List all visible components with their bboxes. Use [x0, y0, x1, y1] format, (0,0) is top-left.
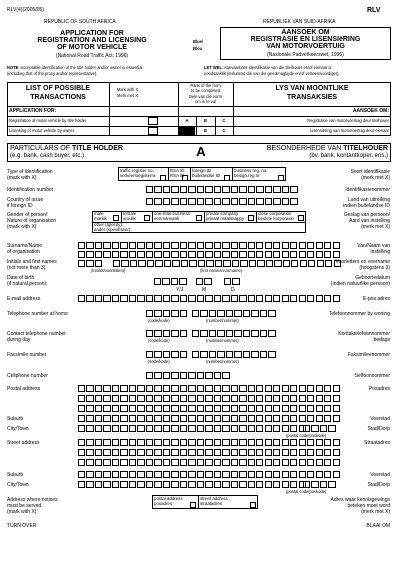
country-label-en-2: if foreign ID	[7, 203, 33, 209]
parts-line3: Dele van die vorm	[189, 94, 222, 99]
tel-home-number-sub: (number/nommer)	[206, 318, 239, 323]
country-label-af-1: Land van uitreiking	[348, 197, 390, 203]
row2-part-a-shaded	[179, 127, 195, 135]
initials-label-en-1: Initials and first names	[7, 259, 57, 265]
fax-number-input[interactable]	[192, 351, 277, 358]
id-type-rsa: RSA ID RSA ID	[170, 168, 185, 178]
dob-y-label: Y/J	[176, 287, 184, 293]
first-names-input[interactable]	[113, 260, 342, 267]
transactions-title-en-2: TRANSACTIONS	[30, 94, 86, 101]
section-a-sub-en: (e.g. bank, cash buyer, etc.)	[10, 153, 85, 159]
note-en-line2: (including that of the proxy and/or representative).	[7, 71, 98, 76]
section-a-label-en: PARTICULARS OF TITLE HOLDER	[10, 145, 123, 152]
note-af-line2: noodsaaklik (insluitend dié van die gevolmagtigde en/of verteenwoordiger).	[204, 71, 340, 76]
gender-label-en-3: (mark with X)	[7, 224, 37, 230]
tel-home-label-en: Telephone number at home	[7, 311, 68, 317]
contact-number-sub: (number/nommer)	[206, 338, 239, 343]
surname-label-af-2: instelling	[370, 249, 390, 255]
initials-label-en-2: (not more than 3)	[7, 265, 46, 271]
fax-label-en: Facsimile number	[7, 352, 47, 358]
initials-input[interactable]	[78, 260, 103, 267]
country-of-issue-input[interactable]	[146, 198, 299, 205]
title-af-line2: REGISTRASIE EN LISENSIëRING	[250, 36, 361, 43]
act-en: (National Road Traffic Act, 1996)	[55, 53, 129, 59]
title-af-line1: AANSOEK OM	[281, 29, 330, 36]
notice-postal: postal address posadres	[154, 496, 183, 506]
id-type-business: business reg. no. besigh.reg.nr.	[234, 168, 268, 178]
surname-label-en-2: of organisation	[7, 249, 40, 255]
type-id-label-en-2: (mark with X)	[7, 175, 37, 181]
initials-sub: (initials/voorletters)	[91, 268, 126, 273]
dob-label-af-1: Geboortedatum	[355, 275, 390, 281]
type-id-label-af-2: (merk met X)	[361, 175, 390, 181]
row1-part-c: C	[222, 118, 226, 123]
gender-label-af-3: (merk met X)	[361, 224, 390, 230]
street-suburb-label-en: Suburb	[7, 472, 24, 478]
row2-mark-box[interactable]	[148, 127, 158, 135]
row2-en: Licensing of motor vehicle by owner	[9, 128, 75, 133]
nature-close-corporation: close corporation beslote korporasie	[258, 211, 294, 221]
email-label-af: E-pos adres	[363, 296, 390, 302]
street-address-row2[interactable]	[78, 449, 341, 456]
postal-suburb-label-af: Voorstad	[370, 416, 390, 422]
nature-private-company: private company privaat maatskappy	[206, 211, 245, 221]
dob-year-input[interactable]	[154, 278, 188, 285]
apply-en: APPLICATION FOR:	[9, 108, 57, 114]
postal-city-input[interactable]	[78, 425, 307, 432]
id-type-foreign-check[interactable]	[224, 175, 230, 181]
identification-number-input[interactable]	[146, 186, 299, 193]
title-en-line1: APPLICATION FOR	[60, 30, 124, 37]
row2-af: Lisensiëring van motor/oertuig deur eienaar	[310, 128, 389, 133]
idnum-label-en: Identification number	[7, 187, 54, 193]
row2-part-c: C	[222, 128, 226, 133]
type-id-label-en-1: Type of identification	[7, 169, 53, 175]
note-af-line1: LET WEL: Aanvaarbare identifikasie van die titelhouer en/of eienaar is	[204, 65, 332, 70]
notices-label-af-3: (merk met X)	[361, 509, 390, 515]
street-postal-code-input[interactable]	[303, 481, 337, 488]
transactions-title-af-2: TRANSAKSIES	[286, 94, 338, 101]
street-city-input[interactable]	[78, 481, 307, 488]
apply-af: AANSOEK OM:	[352, 108, 389, 114]
contact-code-input[interactable]	[146, 330, 188, 337]
dob-label-en-2: (if natural person)	[7, 281, 47, 287]
turn-over-en: TURN OVER	[7, 523, 37, 529]
notice-street: street address straatadres	[200, 496, 228, 506]
note-en-line1: NOTE: Acceptable identification of the title holder and/or owner is essential	[7, 65, 143, 70]
row1-part-a: A	[185, 118, 189, 123]
turn-over-af: BLAAI OM	[366, 523, 390, 529]
id-type-foreign: foreign ID buitelandse ID	[192, 168, 221, 178]
street-suburb-label-af: Voorstad	[370, 472, 390, 478]
nature-other: other (specify): ander (spesifiseer):	[94, 222, 132, 232]
parts-line4: om in te vul	[195, 99, 216, 104]
street-address-row3[interactable]	[78, 459, 341, 466]
street-address-row1[interactable]	[78, 439, 341, 446]
id-type-traffic: traffic register no. verkeersregisternr.	[120, 168, 157, 178]
row1-en: Registration of motor vehicle by title holder	[9, 118, 87, 123]
fax-label-af: Faksimileenommer	[347, 352, 390, 358]
email-label-en: E-mail address	[7, 296, 41, 302]
notice-street-check[interactable]	[250, 502, 256, 508]
dob-m-label: M	[202, 287, 207, 293]
gender-male: male manlik	[94, 211, 107, 221]
street-label-af: Straatadres	[364, 440, 390, 446]
notices-label-en-1: Address where notices	[7, 497, 58, 503]
fax-code-sub: (code/kode)	[148, 359, 170, 364]
country-en: REPUBLIC OF SOUTH AFRICA	[44, 19, 116, 25]
initials-label-af-1: Voorletters en voorname	[335, 259, 390, 265]
postal-city-label-en: City/Town	[7, 426, 29, 432]
idnum-label-af: Identifikasienommer	[345, 187, 390, 193]
parts-line1: Parts of the form	[190, 83, 221, 88]
dob-label-af-2: (indien natuurlike persoon)	[330, 281, 390, 287]
title-en-line2: REGISTRATION AND LICENSING	[37, 37, 147, 44]
gender-label-en-1: Gender of person/	[7, 212, 48, 218]
surname-label-af-1: Van/Naam van	[357, 243, 390, 249]
row1-af: Registrasie van motorvoertuig deur titelhouer	[307, 118, 389, 123]
tel-home-number-input[interactable]	[192, 310, 277, 317]
notices-label-en-3: (mark with X)	[7, 509, 37, 515]
street-city-label-af: Stad/Dorp	[367, 482, 390, 488]
gender-label-af-2: Aard van instelling	[349, 218, 390, 224]
act-af: (Nasionale Padverkeerswet, 1996)	[267, 52, 344, 58]
id-type-traffic-check[interactable]	[160, 175, 166, 181]
form-id: RLV	[367, 7, 381, 14]
nature-one-man: one-man business eenmansaak	[154, 211, 190, 221]
mark-en: Mark with X	[116, 87, 139, 92]
postal-label-en: Postal address	[7, 386, 41, 392]
surname-input-row1[interactable]	[78, 242, 341, 249]
street-city-label-en: City/Town	[7, 482, 29, 488]
country-label-af-2: indien buitelandse ID	[343, 203, 390, 209]
form-code: RLV(4)(2005/05)	[7, 7, 44, 13]
gender-female-check[interactable]	[144, 215, 150, 221]
contact-number-input[interactable]	[192, 330, 277, 337]
postal-address-row3[interactable]	[78, 405, 341, 412]
transactions-title-af-1: LYS VAN MOONTLIKE	[275, 85, 349, 92]
notice-postal-check[interactable]	[190, 502, 196, 508]
row2-part-b: B	[204, 128, 207, 133]
gender-female: female vroulik	[123, 211, 137, 221]
tel-home-code-input[interactable]	[146, 310, 188, 317]
section-a-letter: A	[196, 144, 206, 159]
first-names-sub: (first names/voorname)	[200, 268, 243, 273]
nature-one-man-check[interactable]	[196, 215, 202, 221]
tel-home-label-af: Telefoonnommer by woning	[328, 311, 390, 317]
contact-label-en-1: Contact telephone number	[7, 331, 66, 337]
contact-label-af-1: Kontaktelefoonnommer	[338, 331, 390, 337]
surname-input-row2[interactable]	[78, 251, 341, 258]
country-af: REPUBLIEK VAN SUID-AFRIKA	[263, 19, 336, 25]
nature-private-check[interactable]	[248, 215, 254, 221]
row1-mark-box[interactable]	[148, 117, 158, 125]
type-id-label-af-1: Soort identifikasie	[350, 169, 390, 175]
section-a-sub-af: (bv. bank, kontantkoper, ens.)	[309, 153, 388, 159]
surname-label-en-1: Surname/Name	[7, 243, 43, 249]
country-label-en-1: Country of issue	[7, 197, 44, 203]
title-en-line3: OF MOTOR VEHICLE	[57, 44, 127, 51]
street-suburb-input[interactable]	[78, 471, 341, 478]
postal-suburb-label-en: Suburb	[7, 416, 24, 422]
tel-home-code-sub: (code/kode)	[148, 318, 170, 323]
mark-af: Merk met X	[117, 93, 138, 98]
cellphone-input[interactable]	[146, 372, 231, 379]
contact-label-af-2: bedags	[373, 337, 390, 343]
gender-label-en-2: Nature of organisation	[7, 218, 57, 224]
transactions-title-en-1: LIST OF POSSIBLE	[25, 85, 91, 92]
dob-day-input[interactable]	[224, 278, 241, 285]
street-postal-code-sub: (postal code/poskode)	[286, 489, 327, 494]
postal-code-sub: (postal code/poskode)	[286, 433, 327, 438]
notices-label-af-1: Adres waar kennisgewings	[330, 497, 390, 503]
initials-label-af-2: (hoogstens 3)	[359, 265, 390, 271]
dob-d-label: D	[231, 287, 235, 293]
postal-address-row2[interactable]	[78, 395, 341, 402]
colour-en: Blue/	[193, 39, 204, 44]
colour-af: Blou	[193, 46, 203, 51]
fax-number-sub: (number/nommer)	[206, 359, 239, 364]
contact-label-en-2: during day	[7, 337, 31, 343]
street-label-en: Street address	[7, 440, 40, 446]
cell-label-af: Selfoonnommer	[354, 373, 390, 379]
gender-male-check[interactable]	[113, 215, 119, 221]
postal-code-input[interactable]	[303, 425, 337, 432]
row1-part-b: B	[204, 118, 207, 123]
cell-label-en: Cellphone number	[7, 373, 48, 379]
title-af-line3: VAN MOTORVOERTUIG	[266, 43, 345, 50]
postal-suburb-input[interactable]	[78, 415, 341, 422]
email-input[interactable]	[78, 295, 341, 302]
postal-label-af: Posadres	[368, 386, 390, 392]
gender-label-af-1: Geslag van persoon/	[343, 212, 390, 218]
postal-city-label-af: Stad/Dorp	[367, 426, 390, 432]
id-type-business-check[interactable]	[278, 175, 284, 181]
fax-code-input[interactable]	[146, 351, 188, 358]
notices-label-en-2: must be served	[7, 503, 42, 509]
dob-month-input[interactable]	[196, 278, 213, 285]
parts-line2: to be completed	[190, 88, 221, 93]
section-a-label-af: BESONDERHEDE VAN TITELHOUER	[266, 145, 388, 152]
contact-code-sub: (code/kode)	[148, 338, 170, 343]
id-type-rsa-check[interactable]	[182, 175, 188, 181]
dob-label-en-1: Date of birth	[7, 275, 35, 281]
postal-address-row1[interactable]	[78, 385, 341, 392]
notices-label-af-2: beteken moet word	[347, 503, 390, 509]
